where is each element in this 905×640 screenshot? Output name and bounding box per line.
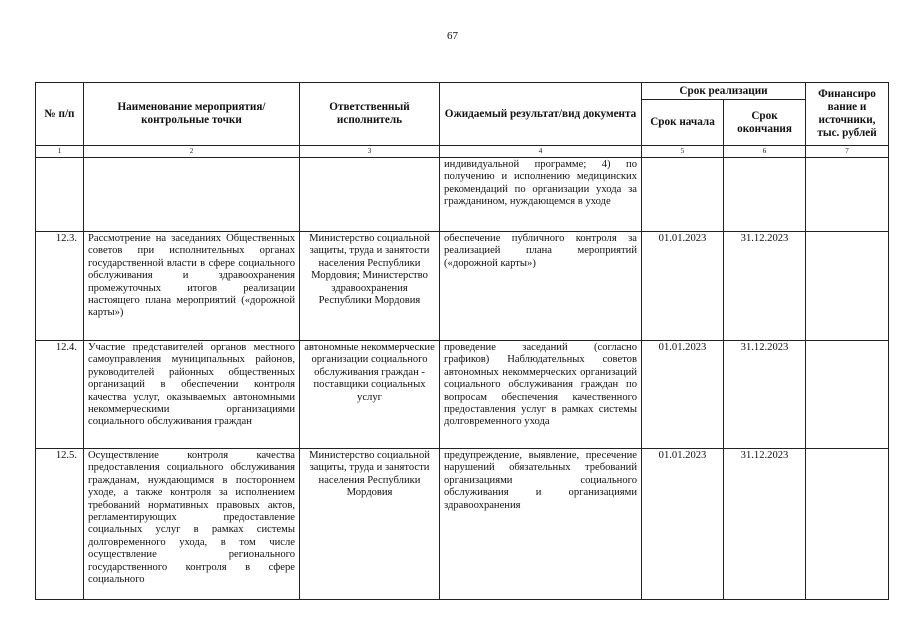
- column-number: 6: [724, 146, 806, 158]
- row-finance: [806, 158, 889, 232]
- header-name: Наименование мероприятия/ контрольные точки: [84, 83, 300, 146]
- row-expected-result: проведение заседаний (согласно графиков) Наблюдательных советов автономных некоммерческих организаций социального обслуживания граждан по вопросам обеспечения качественного предоставления услуг в рамках системы долговременного ухода: [440, 341, 642, 449]
- row-end-date: 31.12.2023: [724, 341, 806, 449]
- header-term-group: Срок реализации: [642, 83, 806, 100]
- row-activity-name: Осуществление контроля качества предоставления социального обслуживания гражданам, нуждающимся в постороннем уходе, а также контроля за исполнением требований нормативных правовых актов, регламентирующих предоставление социальных услуг в рамках системы долговременного ухода, в том числе осуществление регионального государственного контроля в сфере социального: [84, 449, 300, 600]
- row-end-date: [724, 158, 806, 232]
- column-number: 7: [806, 146, 889, 158]
- column-number-row: [36, 146, 889, 158]
- header-term-end: Срок окончания: [724, 100, 806, 146]
- row-end-date: 31.12.2023: [724, 449, 806, 600]
- row-expected-result: предупреждение, выявление, пресечение нарушений обязательных требований организациями социального обслуживания и организациями здравоохранения: [440, 449, 642, 600]
- header-executor: Ответственный исполнитель: [300, 83, 440, 146]
- row-number: 12.5.: [36, 449, 84, 600]
- table-row: [36, 449, 889, 600]
- column-number: 4: [440, 146, 642, 158]
- row-finance: [806, 341, 889, 449]
- row-start-date: 01.01.2023: [642, 341, 724, 449]
- row-finance: [806, 232, 889, 341]
- column-number: 3: [300, 146, 440, 158]
- row-expected-result: обеспечение публичного контроля за реализацией плана мероприятий («дорожной карты»): [440, 232, 642, 341]
- row-number: 12.3.: [36, 232, 84, 341]
- page-number: 67: [447, 30, 458, 42]
- row-expected-result: индивидуальной программе; 4) по получению и исполнению медицинских рекомендаций по организации ухода за гражданином, нуждающемся в уходе: [440, 158, 642, 232]
- column-number: 5: [642, 146, 724, 158]
- row-executor: [300, 158, 440, 232]
- table-row: [36, 158, 889, 232]
- row-executor: Министерство социальной защиты, труда и занятости населения Республики Мордовия: [300, 449, 440, 600]
- row-activity-name: Участие представителей органов местного самоуправления муниципальных районов, руководителей районных общественных организаций в обеспечении контроля качества услуг, оказываемых автономными некоммерческими организациями социального обслуживания граждан: [84, 341, 300, 449]
- header-result: Ожидаемый результат/вид документа: [440, 83, 642, 146]
- row-executor: автономные некоммерческие организации социального обслуживания граждан - поставщики социальных услуг: [300, 341, 440, 449]
- header-finance: Финансиро вание и источники, тыс. рублей: [806, 83, 889, 146]
- row-finance: [806, 449, 889, 600]
- column-number: 2: [84, 146, 300, 158]
- roadmap-table: [35, 82, 889, 600]
- row-activity-name: Рассмотрение на заседаниях Общественных советов при исполнительных органах государственной власти в сфере социального обслуживания и здравоохранения промежуточных итогов реализации настоящего плана мероприятий («дорожной карты»): [84, 232, 300, 341]
- header-term-start: Срок начала: [642, 100, 724, 146]
- row-start-date: 01.01.2023: [642, 232, 724, 341]
- row-number: [36, 158, 84, 232]
- table-row: [36, 232, 889, 341]
- column-number: 1: [36, 146, 84, 158]
- row-activity-name: [84, 158, 300, 232]
- row-start-date: 01.01.2023: [642, 449, 724, 600]
- row-end-date: 31.12.2023: [724, 232, 806, 341]
- row-start-date: [642, 158, 724, 232]
- header-num: № п/п: [36, 83, 84, 146]
- row-executor: Министерство социальной защиты, труда и занятости населения Республики Мордовия; Министерство здравоохранения Республики Мордовия: [300, 232, 440, 341]
- row-number: 12.4.: [36, 341, 84, 449]
- table-row: [36, 341, 889, 449]
